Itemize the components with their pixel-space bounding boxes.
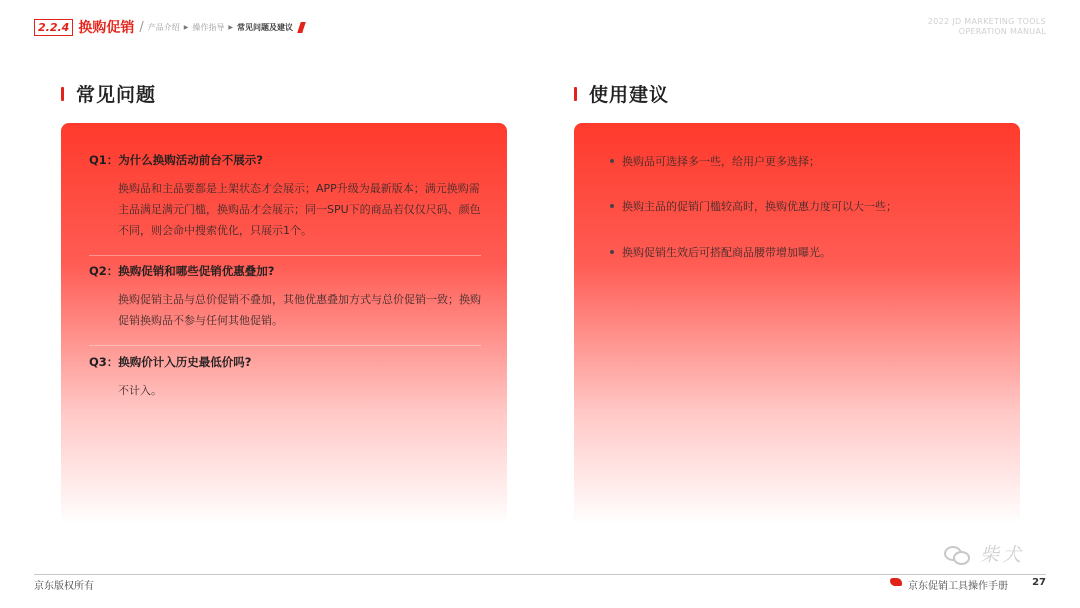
tip-item	[610, 153, 990, 169]
bullet-icon	[610, 250, 614, 254]
watermark-text: 柴犬	[980, 544, 1025, 566]
manual-caption	[928, 17, 1046, 37]
tips-heading	[574, 80, 669, 107]
bullet-icon	[610, 159, 614, 163]
tips-card	[574, 123, 1020, 525]
breadcrumb-item-2[interactable]: 操作指导	[192, 22, 225, 32]
tip-item	[610, 198, 990, 214]
header	[34, 18, 304, 36]
tip-item	[610, 244, 990, 260]
header-accent-mark	[297, 22, 306, 33]
faq-question: Q2：换购促销和哪些促销优惠叠加?	[89, 264, 275, 278]
heading-accent-bar	[574, 87, 577, 101]
section-number-badge: 2.2.4	[34, 19, 73, 36]
wechat-icon	[944, 544, 970, 564]
page-number: 27	[1032, 577, 1046, 588]
faq-heading	[61, 80, 156, 107]
breadcrumb-item-current: 常见问题及建议	[236, 22, 293, 32]
bullet-icon	[610, 204, 614, 208]
faq-question: Q3：换购价计入历史最低价吗?	[89, 355, 252, 369]
manual-caption-line2: OPERATION MANUAL	[958, 27, 1046, 36]
faq-item	[89, 263, 481, 346]
faq-answer: 不计入。	[118, 384, 162, 397]
manual-caption-line1: 2022 JD MARKETING TOOLS	[927, 17, 1046, 26]
faq-answer: 换购促销主品与总价促销不叠加，其他优惠叠加方式与总价促销一致；换购促销换购品不参与任何其他促销。	[118, 293, 481, 327]
tip-text: 换购品可选择多一些，给用户更多选择；	[622, 155, 820, 168]
footer-manual-title: 京东促销工具操作手册	[908, 581, 1008, 592]
wechat-watermark	[944, 540, 1024, 567]
triangle-right-icon: ▶	[183, 23, 189, 31]
faq-item	[89, 354, 481, 401]
footer-divider	[34, 574, 1046, 575]
heading-accent-bar	[61, 87, 64, 101]
faq-item	[89, 152, 481, 256]
faq-answer: 换购品和主品要都是上架状态才会展示；APP升级为最新版本；满元换购需主品满足满元门槛，换购品才会展示；同一SPU下的商品若仅仅尺码、颜色不同，则会命中搜索优化，只展示1个。	[118, 182, 481, 237]
faq-card	[61, 123, 507, 525]
breadcrumb-item-1[interactable]: 产品介绍	[147, 22, 180, 32]
faq-question: Q1：为什么换购活动前台不展示?	[89, 153, 263, 167]
jd-logo-icon	[890, 578, 902, 586]
tip-text: 换购主品的促销门槛较高时，换购优惠力度可以大一些；	[622, 200, 897, 213]
footer-copyright: 京东版权所有	[34, 581, 94, 592]
tips-heading-text: 使用建议	[589, 84, 670, 106]
section-title: 换购促销	[78, 20, 135, 36]
triangle-right-icon: ▶	[228, 23, 233, 31]
faq-heading-text: 常见问题	[76, 84, 157, 106]
tip-text: 换购促销生效后可搭配商品腰带增加曝光。	[622, 246, 831, 259]
breadcrumb-slash: /	[139, 19, 144, 35]
